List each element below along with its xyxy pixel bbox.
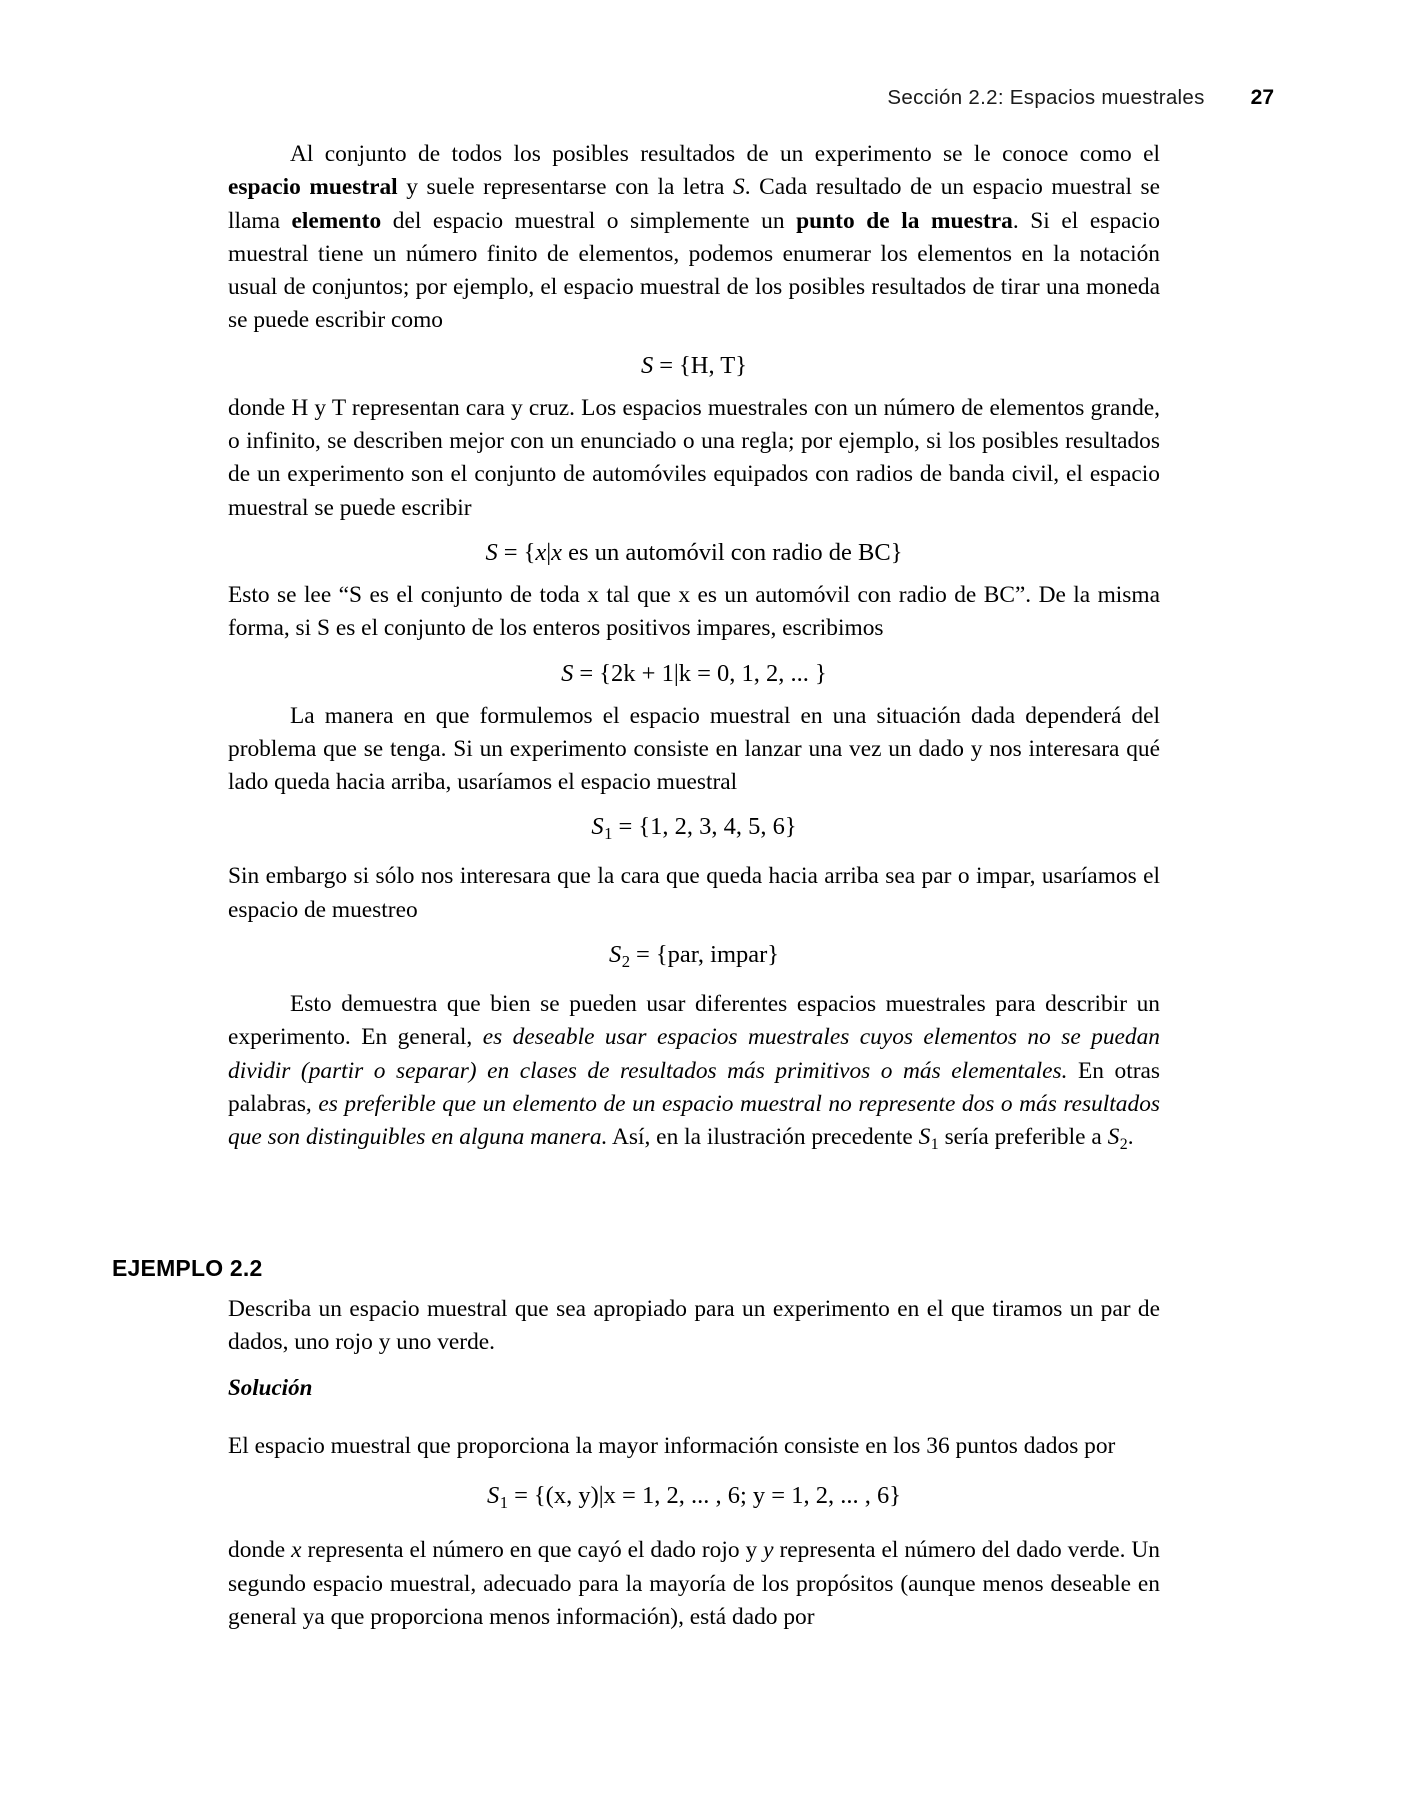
p1-seg-i: . Si el espacio muestral tiene un número finito de elementos, podemos enumerar los elementos en la notación usual de conjuntos; por ejemplo, el espacio muestral de los posibles resultados de tirar una moneda se puede escribir como: [228, 207, 1160, 334]
p4-text: La manera en que formulemos el espacio muestral en una situación dada dependerá del problema que se tenga. Si un experimento consiste en lanzar una vez un dado y nos interesara qué lado queda hacia arriba, usaríamos el espacio muestral: [228, 702, 1160, 796]
eq2-operator: =: [503, 538, 518, 566]
solution-paragraph-1: El espacio muestral que proporciona la mayor información consiste en los 36 puntos dados por: [228, 1433, 1116, 1459]
example-statement: Describa un espacio muestral que sea apropiado para un experimento en el que tiramos un par de dados, uno rojo y uno verde.: [228, 1296, 1160, 1356]
eq6-rhs: {(x, y)|x = 1, 2, ... , 6; y = 1, 2, ... , 6}: [533, 1482, 901, 1510]
paragraph-5: [228, 860, 1160, 927]
eq2-lhs: S: [485, 538, 498, 566]
eq4-subscript: 1: [604, 824, 613, 844]
equation-1: [228, 349, 1160, 383]
equation-4: [228, 810, 1160, 851]
p1-seg-c: y suele representarse con la letra: [397, 174, 734, 201]
p6-math-S2: S: [1107, 1124, 1120, 1151]
header-section-title: Sección 2.2: Espacios muestrales: [887, 86, 1205, 109]
term-punto-de-la-muestra: punto de la muestra: [796, 207, 1013, 234]
p6-seg-e: .: [1127, 1124, 1134, 1151]
equation-3: [228, 657, 1160, 691]
p1-seg-g: del espacio muestral o simplemente un: [381, 207, 797, 234]
p6-emphasis-1: es deseable usar espacios muestrales cuyos elementos no se puedan dividir (partir o separar) en clases de resultados más primitivos o más elementales.: [228, 1024, 1160, 1084]
eq6-subscript: 1: [499, 1493, 509, 1513]
solution-label: Solución: [228, 1375, 313, 1400]
body-text-column: [228, 138, 1160, 1161]
eq3-lhs: S: [561, 659, 574, 687]
page-number: 27: [1250, 86, 1274, 109]
eq5-operator: =: [636, 941, 650, 969]
math-var-S: S: [733, 174, 745, 201]
eq6-operator: =: [514, 1482, 528, 1510]
p6-math-S1: S: [918, 1124, 931, 1151]
eq5-rhs: {par, impar}: [655, 941, 780, 969]
equation-2: S = {x|x es un automóvil con radio de BC}: [485, 538, 903, 566]
eq4-lhs: S: [591, 813, 604, 841]
p6-math-S1-sub: 1: [930, 1135, 939, 1153]
eq4-operator: =: [618, 813, 633, 841]
eq1-rhs: {H, T}: [679, 351, 748, 379]
example-body: [228, 1293, 1160, 1360]
eq2-bar: |: [546, 538, 552, 566]
p6-math-S2-sub: 2: [1119, 1135, 1128, 1153]
sp2-seg-a: donde: [228, 1537, 292, 1564]
paragraph-1: [228, 138, 1160, 338]
eq5-lhs: S: [608, 941, 622, 969]
sp2-math-y: y: [763, 1537, 774, 1564]
eq1-operator: =: [659, 351, 674, 379]
equation-5: [228, 938, 1160, 979]
paragraph-2: [228, 392, 1160, 525]
term-espacio-muestral: espacio muestral: [228, 174, 398, 201]
p6-seg-d: sería preferible a: [938, 1124, 1108, 1151]
p6-seg-b: En otras palabras,: [228, 1057, 1160, 1117]
eq1-lhs: S: [640, 351, 654, 379]
eq2-var-x2: x: [551, 538, 563, 566]
paragraph-4: [228, 700, 1160, 800]
solution-paragraph-2: [228, 1534, 1160, 1634]
solution-section: [228, 1375, 1160, 1401]
example-heading: EJEMPLO 2.2: [112, 1255, 263, 1281]
p6-emphasis-2: es preferible que un elemento de un espacio muestral no represente dos o más resultados que son distinguibles en alguna manera.: [228, 1090, 1160, 1151]
p6-seg-c: Así, en la ilustración precedente: [607, 1124, 919, 1151]
p5-text: Sin embargo si sólo nos interesara que la cara que queda hacia arriba sea par o impar, usaríamos el espacio de muestreo: [228, 863, 1160, 923]
eq5-subscript: 2: [621, 952, 631, 972]
paragraph-6: [228, 988, 1160, 1161]
eq2-var-x1: x: [535, 538, 547, 566]
p3-text: Esto se lee “S es el conjunto de toda x tal que x es un automóvil con radio de BC”. De la misma forma, si S es el conjunto de los enteros positivos impares, escribimos: [228, 581, 1160, 642]
p2-text: donde H y T representan cara y cruz. Los espacios muestrales con un número de elementos grande, o infinito, se describen mejor con un enunciado o una regla; por ejemplo, si los posibles resultados de un experimento son el conjunto de automóviles equipados con radios de banda civil, el espacio muestral se puede escribir: [228, 394, 1160, 521]
p6-seg-a: Esto demuestra que bien se pueden usar diferentes espacios muestrales para describir un experimento. En general,: [228, 991, 1160, 1051]
sp2-math-x: x: [291, 1537, 302, 1564]
page-header: [230, 86, 1274, 110]
p1-seg-a: Al conjunto de todos los posibles resultados de un experimento se le conoce como el: [290, 141, 1160, 167]
p1-seg-e: . Cada resultado de un espacio muestral se llama: [228, 174, 1160, 234]
eq2-predicate: es un automóvil con radio de BC: [562, 538, 891, 566]
eq4-rhs: {1, 2, 3, 4, 5, 6}: [638, 813, 797, 841]
eq3-rhs: {2k + 1|k = 0, 1, 2, ... }: [599, 659, 827, 687]
eq3-operator: =: [579, 659, 594, 687]
term-elemento: elemento: [291, 207, 382, 234]
sp2-seg-c: representa el número del dado verde. Un segundo espacio muestral, adecuado para la mayoría de los propósitos (aunque menos deseable en general ya que proporciona menos información), está dado por: [228, 1537, 1160, 1630]
eq6-lhs: S: [487, 1482, 500, 1510]
solution-body: [228, 1430, 1160, 1634]
paragraph-3: [228, 579, 1160, 646]
sp2-seg-b: representa el número en que cayó el dado rojo y: [301, 1537, 764, 1564]
equation-6: [228, 1479, 1160, 1520]
